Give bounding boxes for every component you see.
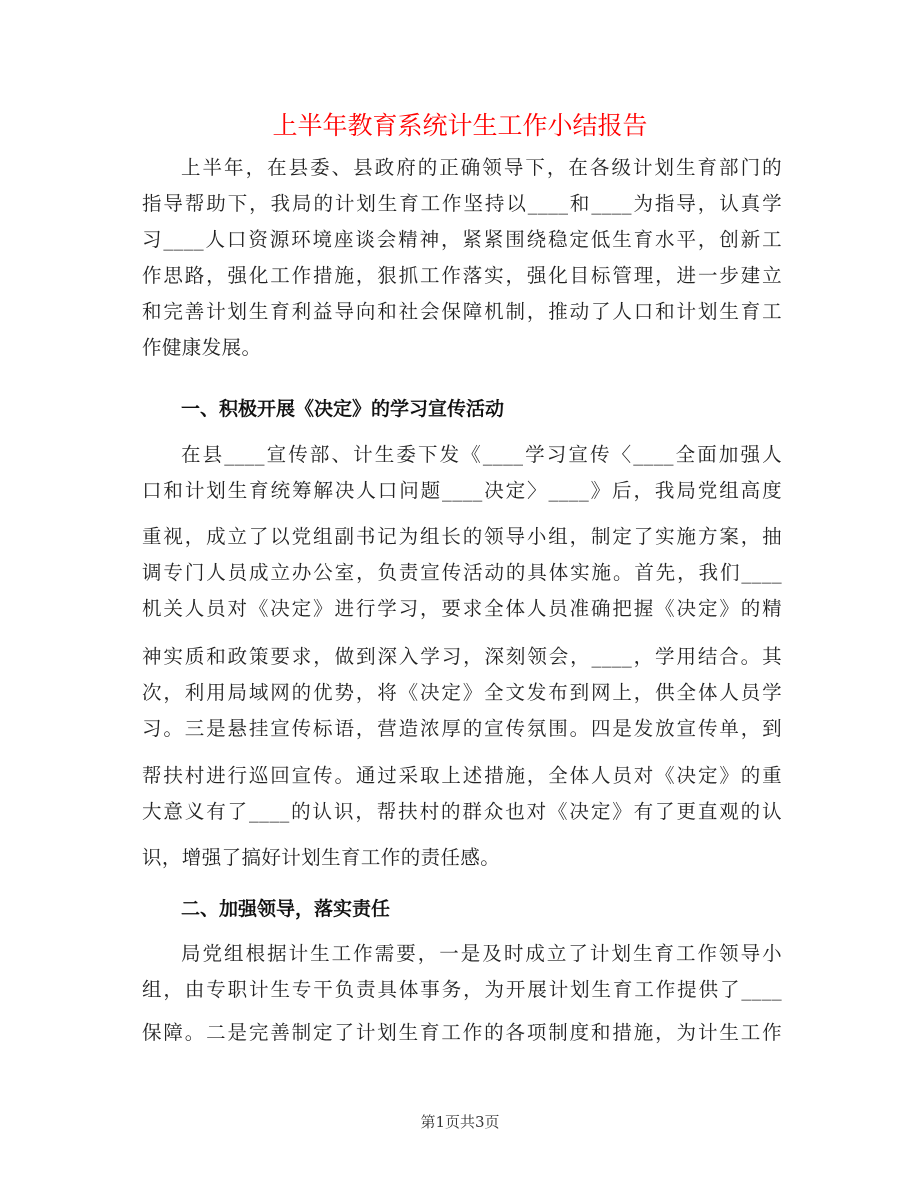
page-indicator: 第1页共3页 bbox=[420, 1113, 500, 1131]
paragraph-line: 帮扶村进行巡回宣传。通过采取上述措施，全体人员对《决定》的重 bbox=[142, 764, 782, 787]
paragraph-line: 组，由专职计生专干负责具体事务，为开展计划生育工作提供了____ bbox=[142, 978, 782, 1001]
paragraph-line: 习。三是悬挂宣传标语，营造浓厚的宣传氛围。四是发放宣传单，到 bbox=[142, 717, 782, 740]
paragraph-line: 在县____宣传部、计生委下发《____学习宣传〈____全面加强人 bbox=[181, 443, 782, 466]
paragraph-line: 和完善计划生育利益导向和社会保障机制，推动了人口和计划生育工 bbox=[142, 300, 782, 323]
section-heading-2: 二、加强领导，落实责任 bbox=[181, 898, 391, 920]
paragraph-line: 重视，成立了以党组副书记为组长的领导小组，制定了实施方案，抽 bbox=[142, 525, 782, 548]
section-heading-1: 一、积极开展《决定》的学习宣传活动 bbox=[181, 398, 505, 420]
paragraph-line: 指导帮助下，我局的计划生育工作坚持以____和____为指导，认真学 bbox=[142, 192, 782, 215]
paragraph-line: 机关人员对《决定》进行学习，要求全体人员准确把握《决定》的精 bbox=[142, 597, 782, 620]
paragraph-line: 习____人口资源环境座谈会精神，紧紧围绕稳定低生育水平，创新工 bbox=[142, 228, 782, 251]
paragraph-line: 口和计划生育统筹解决人口问题____决定〉____》后，我局党组高度 bbox=[142, 479, 782, 502]
paragraph-line: 局党组根据计生工作需要，一是及时成立了计划生育工作领导小 bbox=[181, 942, 782, 965]
paragraph-line: 上半年，在县委、县政府的正确领导下，在各级计划生育部门的 bbox=[181, 156, 782, 179]
document-title: 上半年教育系统计生工作小结报告 bbox=[272, 111, 648, 140]
paragraph-line: 大意义有了____的认识，帮扶村的群众也对《决定》有了更直观的认 bbox=[142, 800, 782, 823]
paragraph-line: 作健康发展。 bbox=[142, 336, 262, 359]
paragraph-line: 次，利用局域网的优势，将《决定》全文发布到网上，供全体人员学 bbox=[142, 681, 782, 704]
paragraph-line: 调专门人员成立办公室，负责宣传活动的具体实施。首先，我们____ bbox=[142, 561, 782, 584]
paragraph-line: 作思路，强化工作措施，狠抓工作落实，强化目标管理，进一步建立 bbox=[142, 264, 782, 287]
paragraph-line: 保障。二是完善制定了计划生育工作的各项制度和措施，为计生工作 bbox=[142, 1021, 782, 1044]
paragraph-line: 识，增强了搞好计划生育工作的责任感。 bbox=[142, 846, 501, 869]
paragraph-line: 神实质和政策要求，做到深入学习，深刻领会，____，学用结合。其 bbox=[142, 645, 782, 668]
